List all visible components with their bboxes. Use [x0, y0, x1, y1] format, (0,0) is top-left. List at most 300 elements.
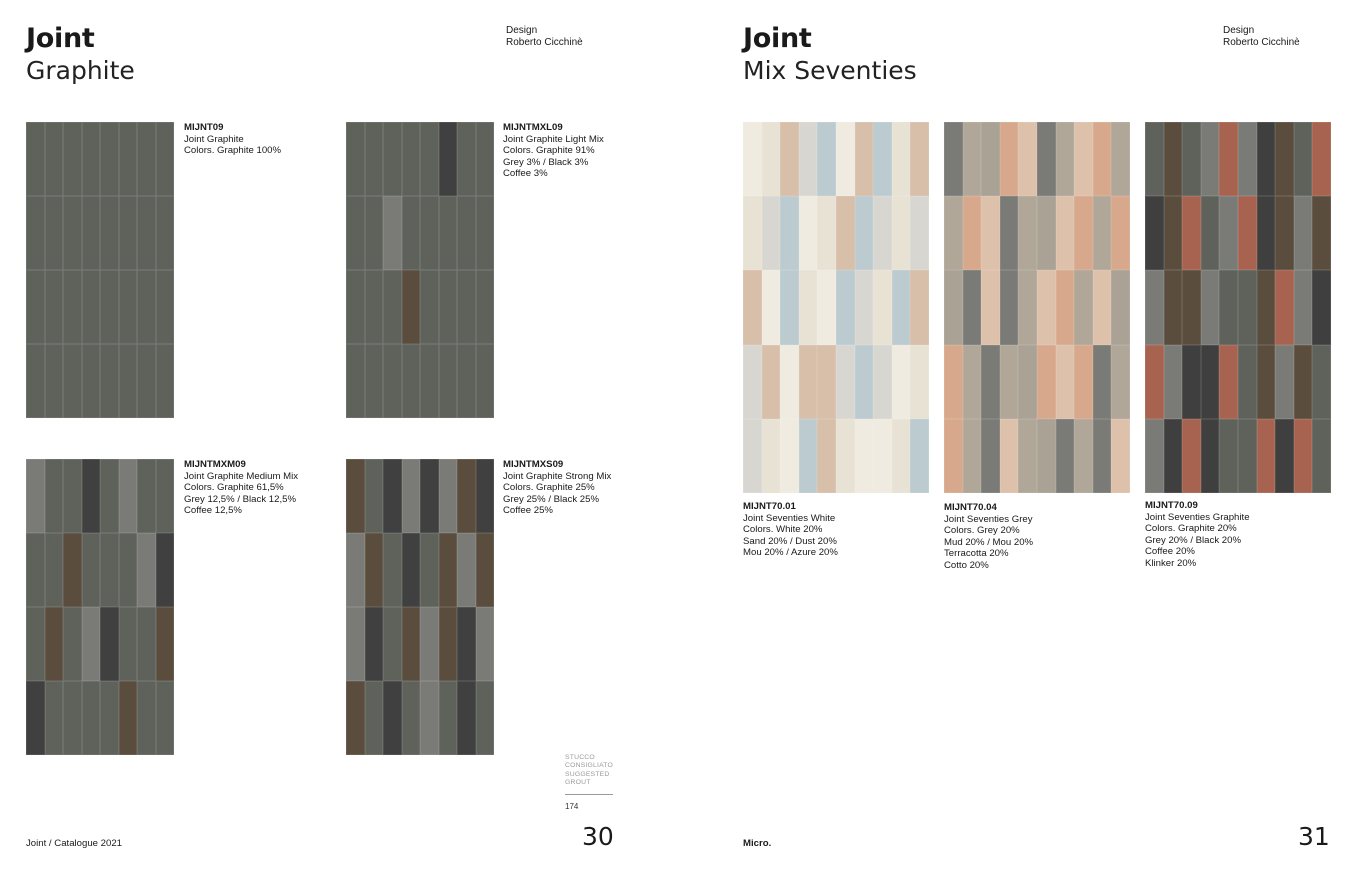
tile-graphite	[82, 270, 101, 344]
tile-white	[780, 419, 799, 493]
tile-graphite	[457, 344, 476, 418]
tile-graphite	[63, 681, 82, 755]
tile-graphite	[45, 270, 64, 344]
tile-graphite	[420, 533, 439, 607]
tile-black	[476, 459, 495, 533]
tile-sand	[762, 122, 781, 196]
product-code: MIJNT70.01	[743, 501, 796, 512]
tile-graphite70	[1238, 345, 1257, 419]
tile-grey	[981, 419, 1000, 493]
product-line: Joint Graphite Strong Mix	[503, 470, 612, 482]
designer-name: Roberto Cicchinè	[506, 37, 583, 48]
tile-mou	[855, 122, 874, 196]
tile-graphite	[119, 344, 138, 418]
tile-terracotta	[1074, 345, 1093, 419]
tile-black	[383, 459, 402, 533]
product-line: Coffee 20%	[1145, 546, 1195, 558]
tile-azure	[855, 196, 874, 270]
tile-mou	[817, 345, 836, 419]
tile-sand	[892, 122, 911, 196]
tile-graphite	[420, 270, 439, 344]
product-caption	[743, 501, 838, 559]
tile-graphite	[100, 122, 119, 196]
tile-graphite	[137, 270, 156, 344]
product-line: Joint Seventies Grey	[944, 513, 1033, 525]
tile-graphite	[383, 344, 402, 418]
tile-graphite	[26, 607, 45, 681]
tile-black	[156, 533, 175, 607]
tile-graphite	[383, 607, 402, 681]
tile-grey	[476, 607, 495, 681]
tile-mou	[780, 122, 799, 196]
tile-graphite	[45, 196, 64, 270]
tile-coffee	[1294, 345, 1313, 419]
tile-black70	[1312, 270, 1331, 344]
tile-graphite	[63, 607, 82, 681]
tile-grey	[82, 607, 101, 681]
tile-graphite	[119, 196, 138, 270]
tile-grey	[1294, 196, 1313, 270]
tile-terracotta	[963, 196, 982, 270]
tile-grey	[1238, 122, 1257, 196]
product-caption	[503, 459, 611, 517]
tile-grey	[420, 681, 439, 755]
tile-coffee	[346, 459, 365, 533]
tile-coffee	[1275, 196, 1294, 270]
tile-dust	[855, 270, 874, 344]
tile-graphite	[100, 681, 119, 755]
tile-mou	[910, 270, 929, 344]
tile-coffee	[63, 533, 82, 607]
tile-dust	[836, 345, 855, 419]
tile-graphite	[402, 196, 421, 270]
tile-graphite	[137, 344, 156, 418]
tile-grey	[944, 122, 963, 196]
tile-graphite	[100, 459, 119, 533]
tile-mud	[1056, 122, 1075, 196]
product-line: Klinker 20%	[1145, 557, 1197, 569]
tile-graphite	[365, 681, 384, 755]
tile-graphite70	[1238, 419, 1257, 493]
tile-graphite	[457, 122, 476, 196]
tile-swatch-mijntmxm09	[26, 459, 174, 755]
page-subtitle: Graphite	[26, 56, 135, 85]
tile-grey70	[1018, 345, 1037, 419]
grout-number: 174	[565, 801, 579, 811]
tile-grey	[1219, 196, 1238, 270]
tile-graphite	[82, 196, 101, 270]
tile-azure	[892, 270, 911, 344]
tile-mou	[743, 270, 762, 344]
tile-mou	[762, 345, 781, 419]
tile-grey	[420, 607, 439, 681]
tile-graphite	[63, 344, 82, 418]
tile-terracotta	[1111, 196, 1130, 270]
tile-klinker	[1275, 270, 1294, 344]
tile-black70	[1275, 419, 1294, 493]
tile-black70	[1182, 345, 1201, 419]
tile-grey	[1275, 345, 1294, 419]
tile-azure	[873, 122, 892, 196]
product-caption	[1145, 500, 1250, 570]
tile-graphite	[476, 270, 495, 344]
tile-graphite	[439, 196, 458, 270]
tile-coffee	[1275, 122, 1294, 196]
tile-black70	[1201, 419, 1220, 493]
tile-azure	[836, 270, 855, 344]
tile-terracotta	[944, 419, 963, 493]
product-line: Joint Graphite Medium Mix	[184, 470, 299, 482]
product-line: Mud 20% / Mou 20%	[944, 536, 1034, 548]
tile-klinker	[1312, 122, 1331, 196]
tile-terracotta	[1000, 122, 1019, 196]
tile-grey	[981, 345, 1000, 419]
tile-black	[383, 681, 402, 755]
product-code: MIJNT09	[184, 122, 224, 133]
product-line: Grey 12,5% / Black 12,5%	[184, 493, 296, 505]
tile-white	[762, 270, 781, 344]
tile-mud	[1018, 270, 1037, 344]
tile-coffee	[1164, 196, 1183, 270]
tile-mud	[1111, 122, 1130, 196]
product-code: MIJNTMXM09	[184, 459, 246, 470]
tile-coffee	[1182, 270, 1201, 344]
tile-mud	[1111, 345, 1130, 419]
tile-graphite	[137, 681, 156, 755]
tile-white	[836, 122, 855, 196]
tile-black	[26, 681, 45, 755]
tile-black	[457, 681, 476, 755]
tile-cotto	[981, 196, 1000, 270]
tile-graphite	[100, 344, 119, 418]
tile-graphite	[26, 344, 45, 418]
footer-brand: Micro.	[743, 838, 772, 849]
tile-coffee	[156, 607, 175, 681]
tile-grey70	[1111, 270, 1130, 344]
tile-grey	[1201, 270, 1220, 344]
tile-mud	[963, 122, 982, 196]
tile-graphite	[45, 344, 64, 418]
tile-grey	[1145, 419, 1164, 493]
tile-coffee	[45, 607, 64, 681]
tile-sand	[743, 196, 762, 270]
tile-sand	[762, 419, 781, 493]
tile-cotto	[1037, 270, 1056, 344]
tile-graphite	[457, 196, 476, 270]
tile-terracotta	[1093, 122, 1112, 196]
tile-graphite70	[1145, 122, 1164, 196]
tile-dust	[743, 345, 762, 419]
tile-cotto	[1111, 419, 1130, 493]
tile-graphite	[476, 122, 495, 196]
tile-mud	[963, 345, 982, 419]
tile-black70	[1257, 196, 1276, 270]
tile-graphite70	[1219, 419, 1238, 493]
tile-cotto	[1056, 345, 1075, 419]
tile-graphite70	[1238, 270, 1257, 344]
product-caption	[503, 122, 604, 180]
tile-azure	[799, 419, 818, 493]
tile-graphite	[439, 270, 458, 344]
tile-black70	[1145, 196, 1164, 270]
tile-sand	[799, 270, 818, 344]
tile-black	[100, 607, 119, 681]
tile-klinker	[1182, 196, 1201, 270]
tile-graphite	[346, 122, 365, 196]
page-number: 30	[582, 822, 614, 851]
tile-klinker	[1257, 419, 1276, 493]
product-line: Grey 3% / Black 3%	[503, 156, 589, 168]
tile-mud	[1018, 419, 1037, 493]
tile-graphite	[119, 122, 138, 196]
tile-grey	[346, 607, 365, 681]
tile-grey	[439, 459, 458, 533]
grout-label-line: STUCCO	[565, 754, 595, 761]
tile-graphite70	[1182, 122, 1201, 196]
tile-grey70	[981, 122, 1000, 196]
tile-mud	[944, 196, 963, 270]
tile-graphite	[457, 270, 476, 344]
tile-graphite	[119, 607, 138, 681]
tile-graphite	[402, 344, 421, 418]
tile-white	[780, 345, 799, 419]
tile-graphite70	[1312, 345, 1331, 419]
tile-graphite	[100, 533, 119, 607]
tile-graphite	[26, 533, 45, 607]
tile-graphite	[383, 270, 402, 344]
tile-sand	[892, 419, 911, 493]
tile-white	[817, 270, 836, 344]
tile-black	[457, 607, 476, 681]
tile-grey	[1037, 122, 1056, 196]
tile-dust	[743, 419, 762, 493]
tile-graphite	[137, 459, 156, 533]
tile-coffee	[365, 533, 384, 607]
tile-graphite	[45, 533, 64, 607]
tile-sand	[892, 196, 911, 270]
product-line: Grey 25% / Black 25%	[503, 493, 599, 505]
tile-grey	[1000, 196, 1019, 270]
tile-graphite	[82, 533, 101, 607]
tile-black	[402, 533, 421, 607]
tile-black	[420, 459, 439, 533]
tile-azure	[910, 419, 929, 493]
tile-black	[439, 122, 458, 196]
tile-white	[873, 419, 892, 493]
product-line: Joint Seventies Graphite	[1145, 511, 1250, 523]
tile-azure	[855, 345, 874, 419]
tile-grey	[346, 533, 365, 607]
tile-terracotta	[1037, 345, 1056, 419]
tile-grey	[26, 459, 45, 533]
tile-cotto	[1093, 270, 1112, 344]
tile-black	[82, 459, 101, 533]
tile-graphite	[383, 122, 402, 196]
tile-graphite70	[1201, 196, 1220, 270]
tile-white	[799, 196, 818, 270]
tile-grey70	[944, 270, 963, 344]
tile-white	[743, 122, 762, 196]
tile-cotto	[1074, 122, 1093, 196]
tile-grey70	[1037, 419, 1056, 493]
tile-klinker	[1238, 196, 1257, 270]
tile-klinker	[1145, 345, 1164, 419]
tile-coffee	[346, 681, 365, 755]
tile-grey	[1201, 122, 1220, 196]
tile-coffee	[402, 270, 421, 344]
design-label: Design	[506, 25, 538, 36]
tile-graphite	[420, 344, 439, 418]
product-line: Colors. Graphite 25%	[503, 482, 595, 494]
grout-label-line: GROUT	[565, 779, 591, 787]
tile-graphite	[346, 344, 365, 418]
tile-cotto	[1018, 122, 1037, 196]
tile-mud	[1018, 196, 1037, 270]
tile-graphite	[82, 344, 101, 418]
tile-coffee	[1164, 270, 1183, 344]
tile-klinker	[1219, 122, 1238, 196]
tile-graphite	[26, 270, 45, 344]
tile-mud	[1093, 196, 1112, 270]
tile-graphite	[45, 459, 64, 533]
tile-grey	[402, 459, 421, 533]
tile-graphite	[82, 681, 101, 755]
tile-graphite	[365, 344, 384, 418]
tile-graphite	[63, 196, 82, 270]
product-line: Colors. Graphite 91%	[503, 145, 595, 157]
tile-azure	[817, 122, 836, 196]
tile-sand	[910, 345, 929, 419]
tile-graphite	[439, 344, 458, 418]
grout-divider	[565, 794, 613, 795]
product-line: Grey 20% / Black 20%	[1145, 534, 1241, 546]
product-line: Colors. Graphite 20%	[1145, 523, 1237, 535]
tile-cotto	[1000, 419, 1019, 493]
tile-graphite	[26, 196, 45, 270]
designer-name: Roberto Cicchinè	[1223, 37, 1300, 48]
tile-klinker	[1219, 345, 1238, 419]
tile-grey	[457, 533, 476, 607]
product-line: Cotto 20%	[944, 559, 989, 571]
tile-graphite70	[1312, 419, 1331, 493]
suggested-grout	[565, 754, 613, 811]
tile-coffee	[1257, 270, 1276, 344]
tile-graphite	[365, 459, 384, 533]
tile-grey	[137, 533, 156, 607]
product-code: MIJNTMXL09	[503, 122, 563, 133]
tile-coffee	[119, 681, 138, 755]
tile-grey	[383, 196, 402, 270]
grout-label-line: SUGGESTED	[565, 770, 610, 778]
tile-mou	[817, 419, 836, 493]
tile-mou	[910, 122, 929, 196]
tile-klinker	[1182, 419, 1201, 493]
tile-mud	[963, 419, 982, 493]
tile-klinker	[1294, 419, 1313, 493]
tile-graphite	[365, 270, 384, 344]
product-caption	[944, 502, 1033, 572]
tile-coffee	[1164, 122, 1183, 196]
right-page	[678, 0, 1356, 872]
tile-coffee	[476, 533, 495, 607]
product-caption	[184, 459, 298, 517]
product-line: Joint Graphite	[184, 133, 244, 145]
tile-grey70	[1037, 196, 1056, 270]
tile-graphite	[63, 270, 82, 344]
tile-swatch-mijnt70-04	[944, 122, 1130, 493]
tile-azure	[780, 196, 799, 270]
tile-graphite	[100, 196, 119, 270]
tile-graphite70	[1219, 270, 1238, 344]
tile-graphite	[137, 196, 156, 270]
tile-coffee	[1257, 345, 1276, 419]
product-caption	[184, 122, 281, 157]
tile-dust	[910, 196, 929, 270]
footer-catalogue: Joint / Catalogue 2021	[26, 838, 123, 849]
tile-graphite	[63, 459, 82, 533]
tile-dust	[873, 196, 892, 270]
tile-grey	[1093, 419, 1112, 493]
tile-graphite	[156, 196, 175, 270]
tile-graphite	[365, 196, 384, 270]
page-title: Joint	[743, 23, 812, 54]
tile-black70	[1164, 419, 1183, 493]
tile-graphite	[156, 122, 175, 196]
product-line: Terracotta 20%	[944, 548, 1009, 560]
tile-swatch-mijnt70-01	[743, 122, 929, 493]
tile-grey	[1093, 345, 1112, 419]
tile-mou	[836, 196, 855, 270]
tile-dust	[762, 196, 781, 270]
product-code: MIJNT70.09	[1145, 500, 1198, 511]
design-label: Design	[1223, 25, 1255, 36]
tile-graphite	[476, 344, 495, 418]
tile-grey	[1145, 270, 1164, 344]
tile-graphite	[156, 681, 175, 755]
tile-mou	[799, 345, 818, 419]
tile-cotto	[1056, 196, 1075, 270]
tile-swatch-mijntmxs09	[346, 459, 494, 755]
tile-graphite	[476, 196, 495, 270]
tile-sand	[836, 419, 855, 493]
tile-grey	[1294, 270, 1313, 344]
tile-graphite	[137, 122, 156, 196]
tile-coffee	[402, 607, 421, 681]
tile-dust	[799, 122, 818, 196]
tile-mud	[1000, 345, 1019, 419]
product-line: Joint Graphite Light Mix	[503, 133, 604, 145]
tile-graphite	[45, 122, 64, 196]
tile-black70	[1201, 345, 1220, 419]
tile-graphite	[82, 122, 101, 196]
tile-graphite	[476, 681, 495, 755]
tile-dust	[873, 345, 892, 419]
tile-grey	[963, 270, 982, 344]
tile-coffee	[457, 459, 476, 533]
tile-coffee	[1312, 196, 1331, 270]
tile-graphite	[402, 122, 421, 196]
product-line: Mou 20% / Azure 20%	[743, 547, 838, 559]
tile-graphite70	[1294, 122, 1313, 196]
product-line: Coffee 3%	[503, 168, 548, 180]
tile-grey	[119, 459, 138, 533]
tile-graphite	[156, 270, 175, 344]
tile-graphite	[439, 681, 458, 755]
tile-terracotta	[1074, 196, 1093, 270]
tile-coffee	[439, 533, 458, 607]
product-line: Coffee 12,5%	[184, 505, 242, 517]
product-line: Colors. Graphite 61,5%	[184, 482, 284, 494]
